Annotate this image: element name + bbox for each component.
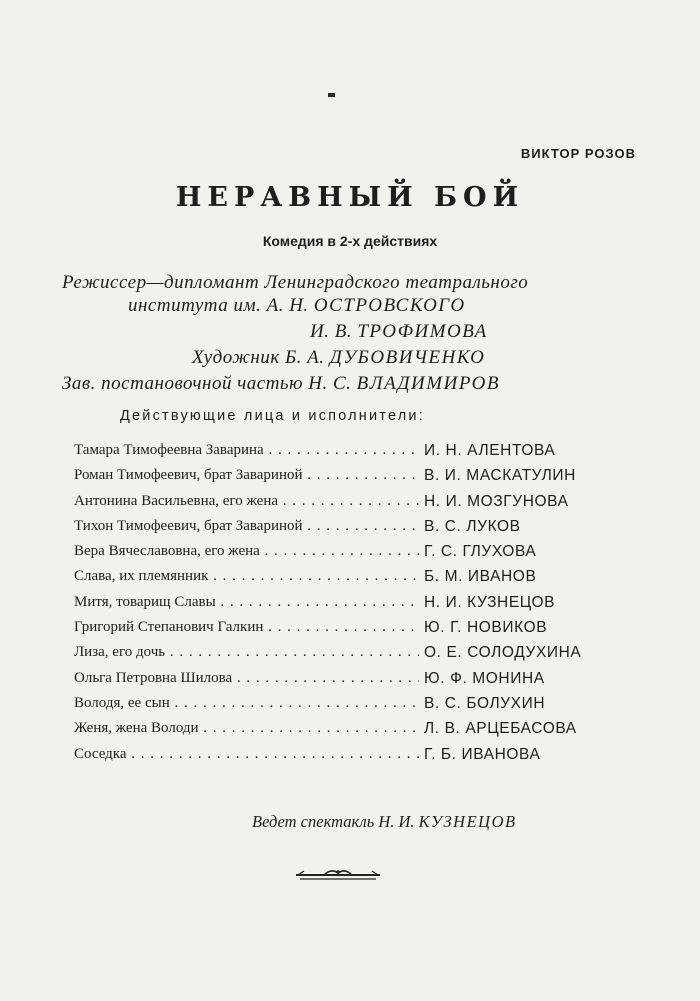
- staff-artist-line: Художник Б. А. ДУБОВИЧЕНКО: [192, 347, 486, 368]
- cast-actor: Л. В. АРЦЕБАСОВА: [424, 720, 577, 738]
- cast-row: [74, 518, 634, 543]
- cast-role: Митя, товарищ Славы . . .: [74, 594, 419, 611]
- cast-role: Роман Тимофеевич, брат Завариной . . .: [74, 467, 419, 484]
- cast-row: [74, 594, 634, 619]
- stage-manager-surname: КУЗНЕЦОВ: [418, 812, 517, 831]
- cast-role: Вера Вячеславовна, его жена . . .: [74, 543, 419, 560]
- staff-codirector-line: И. В. ТРОФИМОВА: [310, 321, 488, 342]
- staff-director-surname: ОСТРОВСКОГО: [313, 295, 466, 316]
- cast-row: [74, 543, 634, 568]
- staff-director-line1: Режиссер—дипломант Ленинградского театрального: [62, 272, 529, 293]
- cast-actor: Г. Б. ИВАНОВА: [424, 745, 541, 763]
- cast-actor: И. Н. АЛЕНТОВА: [424, 442, 556, 459]
- cast-list: [74, 442, 634, 771]
- cast-row: [74, 568, 634, 593]
- cast-role: Лиза, его дочь . . .: [74, 644, 419, 661]
- cast-row: [74, 695, 634, 720]
- cast-role: Антонина Васильевна, его жена . . .: [74, 493, 419, 510]
- cast-role: Соседка . . .: [74, 746, 419, 763]
- staff-artist-surname: ДУБОВИЧЕНКО: [329, 347, 486, 368]
- cast-role: Ольга Петровна Шилова . . .: [74, 670, 419, 687]
- cast-actor: Ю. Г. НОВИКОВ: [424, 619, 548, 637]
- cast-row: [74, 467, 634, 492]
- author-name: ВИКТОР РОЗОВ: [520, 146, 636, 161]
- cast-row: [74, 670, 634, 695]
- cast-actor: В. С. БОЛУХИН: [424, 694, 546, 712]
- cast-heading: Действующие лица и исполнители:: [120, 408, 425, 424]
- cast-role: Женя, жена Володи . . .: [74, 720, 419, 737]
- cast-actor: Н. И. КУЗНЕЦОВ: [424, 593, 556, 611]
- cast-actor: О. Е. СОЛОДУХИНА: [424, 644, 582, 662]
- staff-production-line: Зав. постановочной частью Н. С. ВЛАДИМИРОВ: [62, 373, 501, 394]
- ornament-divider-icon: [294, 866, 382, 884]
- play-title: НЕРАВНЫЙ БОЙ: [175, 182, 525, 213]
- cast-role: Володя, ее сын . . .: [74, 695, 419, 712]
- cast-role: Слава, их племянник . . .: [74, 568, 419, 585]
- cast-row: [74, 746, 634, 771]
- cast-row: [74, 720, 634, 745]
- staff-codirector-surname: ТРОФИМОВА: [357, 321, 488, 342]
- play-subtitle: Комедия в 2-х действиях: [262, 233, 438, 249]
- cast-actor: В. И. МАСКАТУЛИН: [424, 467, 576, 485]
- cast-row: [74, 619, 634, 644]
- cast-actor: Н. И. МОЗГУНОВА: [424, 492, 569, 510]
- staff-production-surname: ВЛАДИМИРОВ: [356, 373, 501, 394]
- cast-role: Тамара Тимофеевна Заварина . . .: [74, 442, 419, 459]
- dot-mark: [328, 93, 335, 97]
- cast-actor: Б. М. ИВАНОВ: [424, 568, 537, 586]
- cast-role: Григорий Степанович Галкин . . .: [74, 619, 419, 636]
- staff-director-line2: института им. А. Н. ОСТРОВСКОГО: [128, 295, 466, 316]
- cast-actor: Г. С. ГЛУХОВА: [424, 543, 537, 561]
- cast-row: [74, 442, 634, 467]
- cast-row: [74, 644, 634, 669]
- cast-role: Тихон Тимофеевич, брат Завариной . . .: [74, 518, 419, 535]
- cast-actor: В. С. ЛУКОВ: [424, 517, 521, 535]
- cast-actor: Ю. Ф. МОНИНА: [424, 669, 545, 687]
- cast-row: [74, 493, 634, 518]
- stage-manager-line: Ведет спектакль Н. И. КУЗНЕЦОВ: [252, 812, 517, 831]
